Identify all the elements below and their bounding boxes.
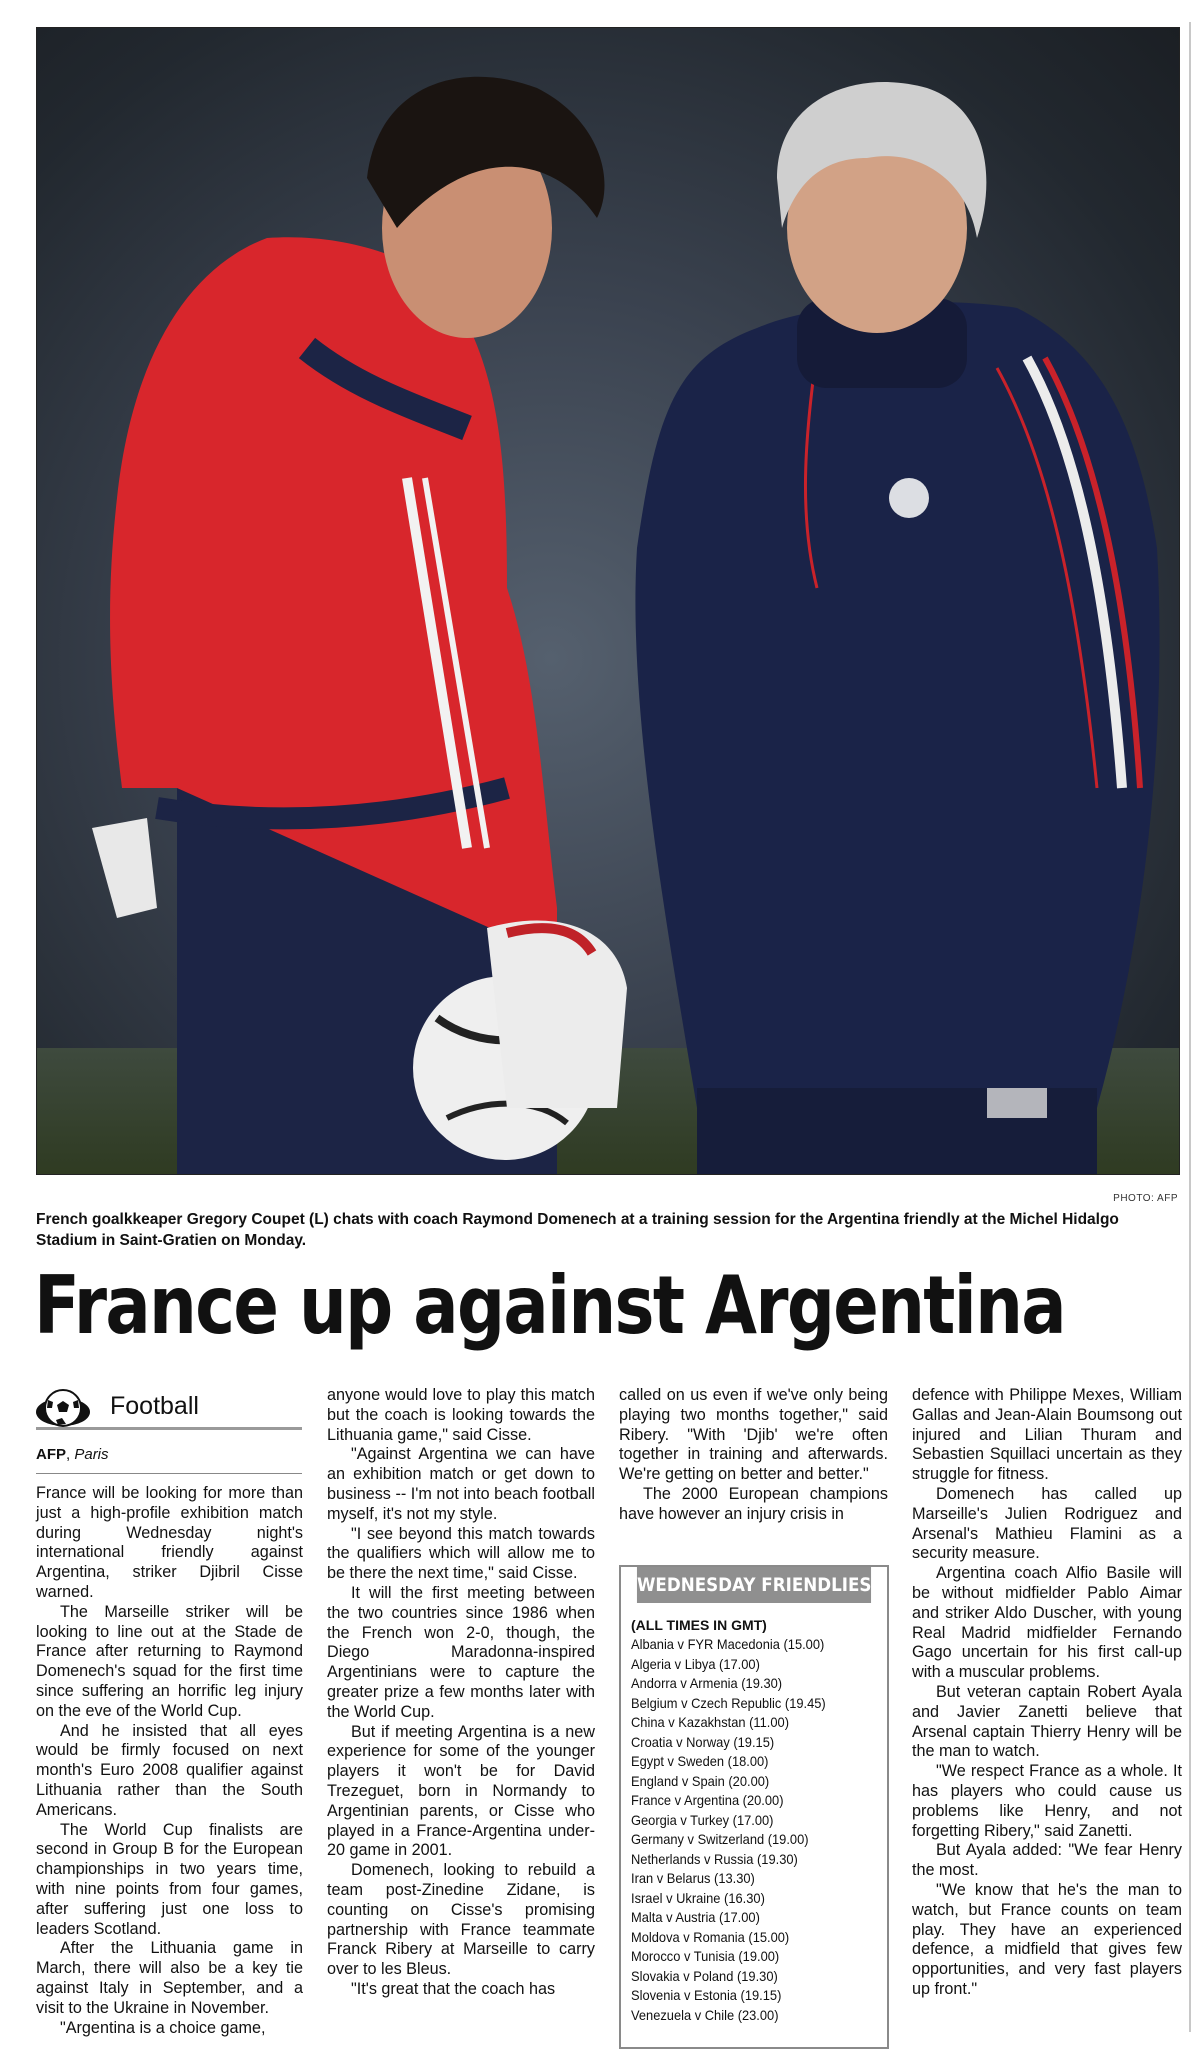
paragraph: But if meeting Argentina is a new experience for some of the younger players it won't be for David Trezeguet, born in Normandy to Argentinian parents, or Cisse who played in a France-Argentina under-20 game in 2001. — [327, 1722, 595, 1860]
fixture-item: Morocco v Tunisia (19.00) — [631, 1948, 780, 1964]
news-photo — [36, 27, 1180, 1175]
paragraph: It will the first meeting between the two countries since 1986 when the French won 2-0, though, the Diego Maradonna-inspired Argentinians were to capture the greater prize a few months later with the World Cup. — [327, 1583, 595, 1721]
fixtures-subtitle: (ALL TIMES IN GMT) — [631, 1617, 767, 1633]
fixture-item: Egypt v Sweden (18.00) — [631, 1753, 769, 1769]
paragraph: France will be looking for more than just a high-profile exhibition match during Wednesday night's international friendly against Argentina, striker Djibril Cisse warned. — [36, 1484, 303, 1601]
fixture-item: Moldova v Romania (15.00) — [631, 1928, 790, 1945]
article-column-4 — [912, 1386, 1182, 2000]
paragraph: Domenech, looking to rebuild a team post-Zinedine Zidane, is counting on Cisse's promising partnership with France teammate Franck Ribery at Marseille to carry over to les Bleus. — [327, 1861, 595, 1979]
fixture-item: Croatia v Norway (19.15) — [631, 1733, 775, 1750]
paragraph: "Argentina is a choice game, — [60, 2018, 266, 2037]
fixture-item: Iran v Belarus (13.30) — [631, 1870, 755, 1886]
paragraph: The Marseille striker will be looking to line out at the Stade de France after returning to Raymond Domenech's squad for the first time since suffering an horrific leg injury on the eve of the World Cup. — [36, 1602, 303, 1720]
article-column-2 — [327, 1386, 595, 2000]
section-label: Football — [110, 1392, 199, 1420]
fixture-item: China v Kazakhstan (11.00) — [631, 1714, 789, 1730]
fixture-item: England v Spain (20.00) — [631, 1772, 770, 1789]
paragraph: The World Cup finalists are second in Group B for the European championships in two years time, with nine points from four games, after suffering just one loss to leaders Scotland. — [36, 1820, 303, 1938]
paragraph: But Ayala added: "We fear Henry the most. — [912, 1841, 1182, 1880]
section-rule — [36, 1427, 302, 1430]
paragraph: But veteran captain Robert Ayala and Javier Zanetti believe that Arsenal captain Thierry Henry will be the man to watch. — [912, 1682, 1182, 1761]
paragraph: Domenech has called up Marseille's Julien Rodriguez and Arsenal's Mathieu Flamini as a security measure. — [912, 1484, 1182, 1563]
fixtures-list — [631, 1635, 887, 2025]
paragraph: anyone would love to play this match but the coach is looking towards the Lithuania game," said Cisse. — [327, 1386, 595, 1444]
paragraph: "We know that he's the man to watch, but France counts on team play. They have an experienced defence, a midfield that gives few opportunities, and very fast players up front." — [912, 1880, 1182, 1998]
football-icon — [36, 1388, 90, 1428]
paragraph: "It's great that the coach has — [351, 1979, 556, 1998]
paragraph: The 2000 European champions have however an injury crisis in — [619, 1484, 888, 1523]
paragraph: "Against Argentina we can have an exhibition match or get down to business -- I'm not into beach football myself, it's not my style. — [327, 1445, 595, 1523]
fixture-item: Netherlands v Russia (19.30) — [631, 1850, 798, 1867]
dateline-agency: AFP — [36, 1446, 66, 1463]
fixtures-title: WEDNESDAY FRIENDLIES — [637, 1567, 871, 1603]
fixture-item: France v Argentina (20.00) — [631, 1792, 784, 1808]
dateline: AFP, Paris — [36, 1446, 109, 1463]
fixture-item: Algeria v Libya (17.00) — [631, 1655, 760, 1672]
fixtures-box — [619, 1565, 889, 2049]
fixture-item: Slovakia v Poland (19.30) — [631, 1967, 778, 1984]
headline: France up against Argentina — [34, 1259, 1065, 1352]
photo-illustration — [37, 28, 1179, 1174]
paragraph: defence with Philippe Mexes, William Gallas and Jean-Alain Boumsong out injured and Lilian Thuram and Sebastien Squillaci uncertain as they struggle for fitness. — [912, 1386, 1182, 1484]
fixture-item: Belgium v Czech Republic (19.45) — [631, 1694, 826, 1711]
paragraph: "I see beyond this match towards the qualifiers which will allow me to be there the next time," said Cisse. — [327, 1524, 595, 1583]
fixture-item: Andorra v Armenia (19.30) — [631, 1675, 783, 1691]
fixture-item: Albania v FYR Macedonia (15.00) — [631, 1636, 825, 1652]
paragraph: After the Lithuania game in March, there will also be a key tie against Italy in September, and a visit to the Ukraine in November. — [36, 1939, 303, 2017]
paragraph: And he insisted that all eyes would be firmly focused on next month's Euro 2008 qualifier against Lithuania rather than the South Americans. — [36, 1721, 303, 1819]
paragraph: "We respect France as a whole. It has players who could cause us problems like Henry, and not forgetting Ribery," said Zanetti. — [912, 1762, 1182, 1840]
section-tag — [36, 1388, 302, 1430]
photo-caption: French goalkkeaper Gregory Coupet (L) chats with coach Raymond Domenech at a training session for the Argentina friendly at the Michel Hidalgo Stadium in Saint-Gratien on Monday. — [36, 1211, 1119, 1249]
dateline-place: Paris — [74, 1446, 109, 1463]
fixture-item: Venezuela v Chile (23.00) — [631, 2006, 779, 2023]
article-column-1 — [36, 1484, 303, 2038]
paragraph: called on us even if we've only being playing two months together," said Ribery. "With 'Djib' we're often together in training and afterwards. We're getting on better and better." — [619, 1386, 888, 1484]
fixture-item: Georgia v Turkey (17.00) — [631, 1811, 774, 1828]
fixture-item: Malta v Austria (17.00) — [631, 1909, 760, 1925]
fixture-item: Slovenia v Estonia (19.15) — [631, 1987, 782, 2003]
page-edge — [1189, 22, 1191, 2032]
dateline-rule — [36, 1473, 302, 1474]
photo-credit: PHOTO: AFP — [1113, 1193, 1178, 1204]
paragraph: Argentina coach Alfio Basile will be without midfielder Pablo Aimar and striker Aldo Duscher, with young Real Madrid midfielder Fernando Gago uncertain for his first call-up with a muscular problems. — [912, 1564, 1182, 1682]
fixture-item: Germany v Switzerland (19.00) — [631, 1831, 809, 1847]
article-column-3 — [619, 1386, 888, 1525]
fixture-item: Israel v Ukraine (16.30) — [631, 1889, 765, 1906]
